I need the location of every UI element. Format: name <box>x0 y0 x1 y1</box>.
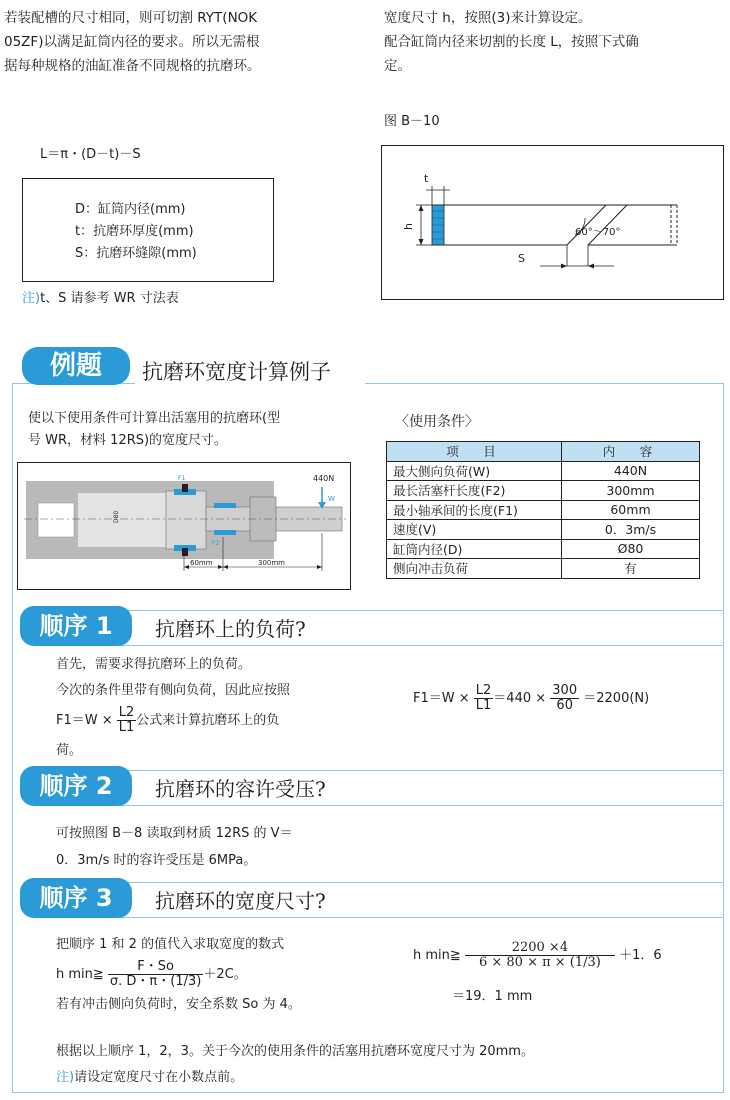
calc-fraction-2 <box>550 684 579 713</box>
cylinder-drawing <box>17 462 351 590</box>
row-value: Ø80 <box>562 539 700 559</box>
conditions-title: 〈使用条件〉 <box>395 414 479 430</box>
denominator: 60 <box>556 698 573 713</box>
step3-formula-line <box>56 958 396 992</box>
step1-formula-line <box>56 704 386 738</box>
label-300mm: 300mm <box>258 559 285 567</box>
step1-badge: 顺序 1 <box>20 606 132 646</box>
step1-text <box>56 652 386 764</box>
final-note <box>56 1066 243 1085</box>
step2-text <box>56 820 386 874</box>
note-mark: 注) <box>22 291 41 306</box>
formula-prefix: F1＝W × <box>56 713 113 728</box>
formula-suffix: ＋2C。 <box>203 967 247 982</box>
row-value: 有 <box>562 559 700 579</box>
calc-fraction <box>465 941 615 970</box>
fraction-width <box>108 960 203 989</box>
row-label: 速度(V) <box>387 520 562 540</box>
table-row <box>387 500 700 520</box>
row-value: 60mm <box>562 500 700 520</box>
note-mark: 注) <box>56 1070 75 1085</box>
row-label: 最小轴承间的长度(F1) <box>387 500 562 520</box>
row-value: 440N <box>562 461 700 481</box>
label-h: h <box>402 223 415 230</box>
label-t: t <box>424 172 429 185</box>
table-row <box>387 461 700 481</box>
numerator: L2 <box>475 683 492 698</box>
text-line: 宽度尺寸 h，按照(3)来计算设定。 <box>384 10 592 26</box>
example-intro <box>28 408 378 452</box>
note-text: t、S 请参考 WR 寸法表 <box>40 291 179 306</box>
label-60mm: 60mm <box>190 559 213 567</box>
table-row <box>387 481 700 501</box>
text-line: 若装配槽的尺寸相同，则可切割 RYT(NOK <box>4 10 258 26</box>
text-line: 配合缸筒内径来切割的长度 L，按照下式确 <box>384 34 639 50</box>
top-left-paragraph <box>4 6 356 78</box>
definition-t: t：抗磨环厚度(mm) <box>75 224 194 239</box>
conditions-table <box>386 441 700 579</box>
text-line: 把顺序 1 和 2 的值代入求取宽度的数式 <box>56 937 285 952</box>
text-line: 0．3m/s 时的容许受压是 6MPa。 <box>56 853 257 868</box>
numerator: 300 <box>552 683 578 698</box>
denominator: L1 <box>475 698 492 713</box>
calc-prefix: h min≧ <box>413 948 461 963</box>
row-label: 缸筒内径(D) <box>387 539 562 559</box>
table-header-row <box>387 442 700 462</box>
calc-prefix: F1＝W × <box>413 691 470 706</box>
definition-d: D：缸筒内径(mm) <box>75 202 186 217</box>
label-f1: F1 <box>178 475 186 482</box>
text-line: 定。 <box>384 58 411 74</box>
label-d80: D80 <box>113 510 120 523</box>
text-line: 若有冲击侧向负荷时，安全系数 So 为 4。 <box>56 997 301 1012</box>
step3-title: 抗磨环的宽度尺寸? <box>155 889 326 913</box>
label-w: W <box>328 495 335 503</box>
label-s: S <box>518 252 525 265</box>
label-f2: F2 <box>212 540 220 547</box>
numerator: L2 <box>118 705 135 720</box>
figure-caption: 图 B－10 <box>384 114 440 129</box>
text-line: 今次的条件里带有侧向负荷，因此应按照 <box>56 683 291 698</box>
table-row <box>387 539 700 559</box>
label-load: 440N <box>313 474 335 483</box>
text-line: 据每种规格的油缸准备不同规格的抗磨环。 <box>4 58 261 74</box>
note-text: 请设定宽度尺寸在小数点前。 <box>74 1070 244 1085</box>
step2-badge: 顺序 2 <box>20 766 132 806</box>
definition-s: S：抗磨环缝隙(mm) <box>75 246 197 261</box>
step3-calc <box>413 941 662 970</box>
cylinder-svg <box>18 463 350 589</box>
conclusion: 根据以上顺序 1，2，3。关于今次的使用条件的活塞用抗磨环宽度尺寸为 20mm。 <box>56 1044 534 1059</box>
step1-calc <box>413 684 649 713</box>
denominator: L1 <box>118 720 135 735</box>
definitions-box <box>22 178 274 282</box>
header-content: 内 容 <box>562 442 700 462</box>
numerator: F・So <box>108 960 203 975</box>
text-line: 使以下使用条件可计算出活塞用的抗磨环(型 <box>28 411 281 426</box>
denominator: 6 × 80 × π × (1/3) <box>478 955 601 970</box>
calc-result: ＝2200(N) <box>583 691 650 706</box>
formula-suffix: 公式来计算抗磨环上的负 <box>136 713 280 728</box>
wear-ring-cut-diagram <box>382 146 723 299</box>
table-row <box>387 520 700 540</box>
top-right-paragraph <box>384 6 730 78</box>
text-line: 05ZF)以满足缸筒内径的要求。所以无需根 <box>4 34 260 50</box>
row-value: 300mm <box>562 481 700 501</box>
table-row <box>387 559 700 579</box>
row-label: 最大侧向负荷(W) <box>387 461 562 481</box>
numerator: 2200 ×4 <box>465 941 615 956</box>
text-line: 荷。 <box>56 743 83 758</box>
header-item: 项 目 <box>387 442 562 462</box>
row-label: 最长活塞杆长度(F2) <box>387 481 562 501</box>
step3-text <box>56 932 396 1018</box>
calc-mid: ＝440 × <box>493 691 547 706</box>
row-label: 侧向冲击负荷 <box>387 559 562 579</box>
calc-suffix: ＋1．6 <box>619 948 662 963</box>
formula-prefix: h min≧ <box>56 967 104 982</box>
top-note <box>22 287 179 306</box>
text-line: 可按照图 B－8 读取到材质 12RS 的 V＝ <box>56 826 293 841</box>
figure-b10 <box>381 145 724 300</box>
step3-calc-result: ＝19．1 mm <box>452 989 533 1004</box>
fraction-l2-l1 <box>117 706 137 735</box>
example-title: 抗磨环宽度计算例子 <box>142 360 331 384</box>
step3-badge: 顺序 3 <box>20 878 132 918</box>
example-badge: 例题 <box>22 347 130 385</box>
calc-fraction-1 <box>474 684 494 713</box>
step1-title: 抗磨环上的负荷? <box>155 617 306 641</box>
denominator: σ. D・π・(1/3) <box>109 974 202 989</box>
text-line: 首先，需要求得抗磨环上的负荷。 <box>56 657 252 672</box>
text-line: 号 WR，材料 12RS)的宽度尺寸。 <box>28 433 228 448</box>
step2-title: 抗磨环的容许受压? <box>155 777 326 801</box>
label-angle: 60°～70° <box>575 227 621 238</box>
length-formula: L＝π・(D－t)－S <box>40 147 141 162</box>
row-value: 0．3m/s <box>562 520 700 540</box>
